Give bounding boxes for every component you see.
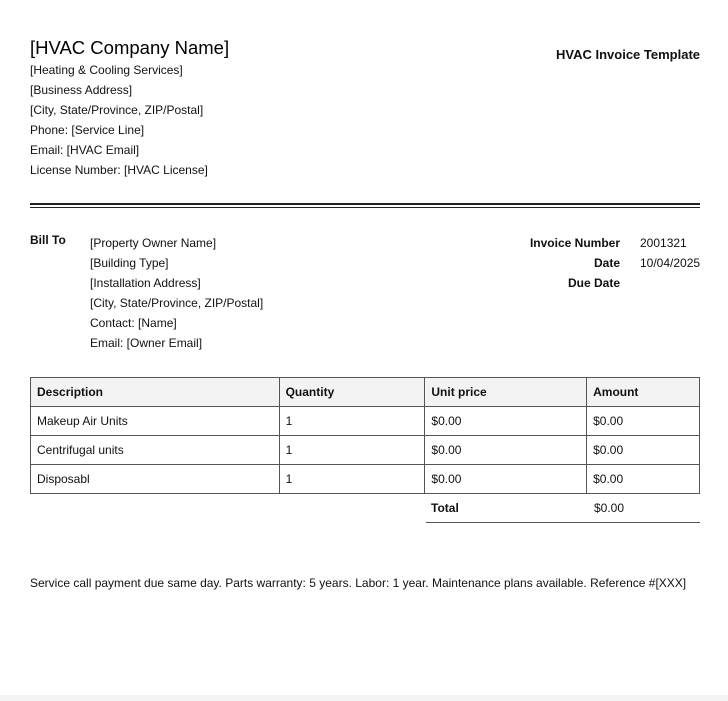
- document-title: HVAC Invoice Template: [556, 47, 700, 62]
- footer-note: Service call payment due same day. Parts warranty: 5 years. Labor: 1 year. Maintenance plans available. Reference #[XXX]: [30, 576, 687, 590]
- item-description: Disposabl: [31, 465, 280, 494]
- due-date-value: [640, 273, 700, 293]
- table-header-row: [31, 378, 700, 407]
- bill-to-line: Contact: [Name]: [90, 316, 177, 330]
- company-name: [HVAC Company Name]: [30, 37, 230, 58]
- due-date-label: Due Date: [567, 276, 620, 290]
- bill-to-line: [Installation Address]: [90, 276, 201, 290]
- item-description: Centrifugal units: [31, 436, 280, 465]
- invoice-meta-labels: [530, 233, 620, 293]
- item-unit-price: $0.00: [425, 407, 587, 436]
- total-row: [426, 494, 700, 523]
- total-value: $0.00: [594, 501, 625, 515]
- header-divider: [30, 203, 700, 208]
- bill-to-line: [Building Type]: [90, 256, 169, 270]
- date-label: Date: [593, 256, 620, 270]
- company-line: License Number: [HVAC License]: [30, 163, 208, 177]
- date-value: 10/04/2025: [640, 256, 701, 270]
- column-header-quantity: Quantity: [279, 378, 425, 407]
- company-line: [City, State/Province, ZIP/Postal]: [30, 103, 204, 117]
- item-quantity: 1: [279, 407, 425, 436]
- invoice-number-value: 2001321: [640, 236, 687, 250]
- line-items-table: [30, 377, 700, 494]
- company-line: Phone: [Service Line]: [30, 123, 145, 137]
- item-quantity: 1: [279, 465, 425, 494]
- bill-to-label: Bill To: [30, 233, 66, 247]
- bottom-edge: [0, 695, 728, 701]
- table-row: [31, 407, 700, 436]
- item-amount: $0.00: [587, 407, 700, 436]
- total-label: Total: [431, 501, 459, 515]
- bill-to-line: Email: [Owner Email]: [90, 336, 203, 350]
- table-row: [31, 465, 700, 494]
- column-header-amount: Amount: [587, 378, 700, 407]
- item-description: Makeup Air Units: [31, 407, 280, 436]
- invoice-number-label: Invoice Number: [529, 236, 620, 250]
- bill-to-details: [90, 233, 263, 353]
- item-quantity: 1: [279, 436, 425, 465]
- item-unit-price: $0.00: [425, 436, 587, 465]
- bill-to-line: [City, State/Province, ZIP/Postal]: [90, 296, 264, 310]
- company-line: [Business Address]: [30, 83, 133, 97]
- company-line: [Heating & Cooling Services]: [30, 63, 183, 77]
- company-details: [30, 60, 208, 180]
- bill-to-line: [Property Owner Name]: [90, 236, 217, 250]
- company-line: Email: [HVAC Email]: [30, 143, 140, 157]
- item-amount: $0.00: [587, 465, 700, 494]
- column-header-description: Description: [31, 378, 280, 407]
- column-header-unit-price: Unit price: [425, 378, 587, 407]
- item-amount: $0.00: [587, 436, 700, 465]
- table-row: [31, 436, 700, 465]
- item-unit-price: $0.00: [425, 465, 587, 494]
- invoice-meta-values: [640, 233, 700, 293]
